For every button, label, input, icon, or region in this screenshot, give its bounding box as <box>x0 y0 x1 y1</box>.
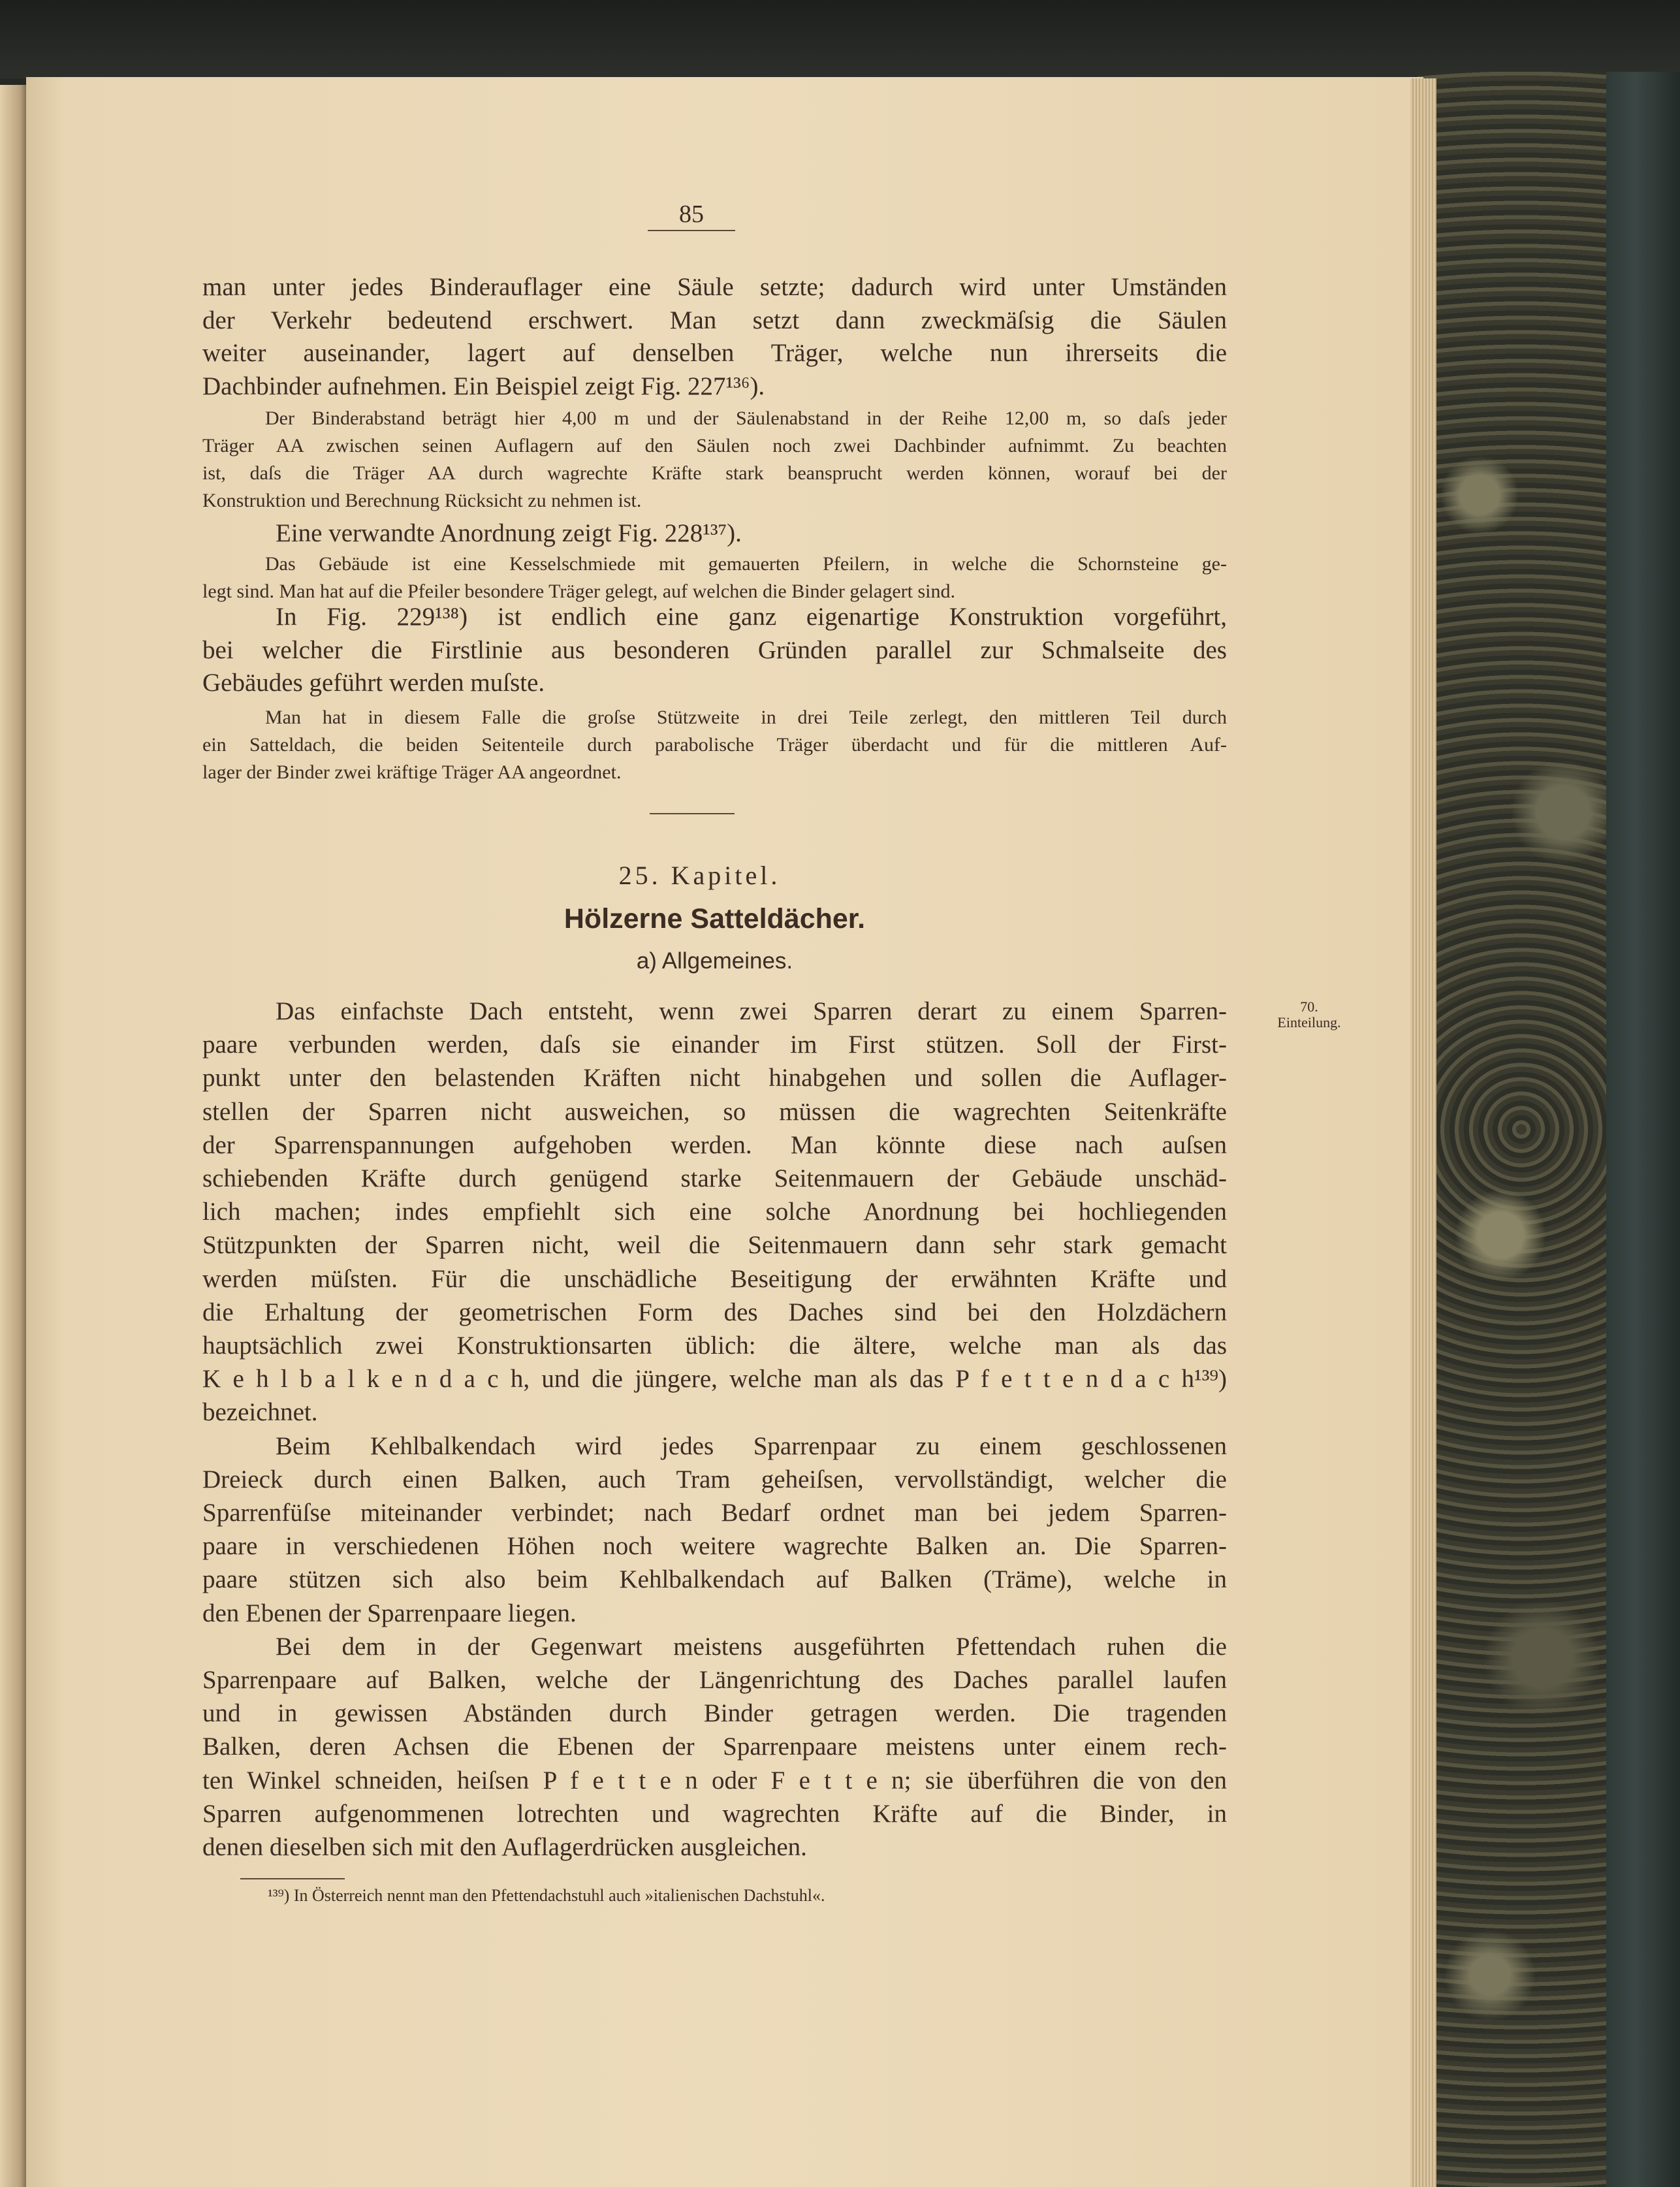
text-line: ten Winkel schneiden, heiſsen P f e t t e n oder F e t t e n; sie überführen die von den <box>202 1766 1227 1795</box>
text-line: hauptsächlich zwei Konstruktionsarten üblich: die ältere, welche man als das <box>202 1332 1227 1360</box>
text-line: Beim Kehlbalkendach wird jedes Sparrenpaar zu einem geschlossenen <box>276 1431 1227 1460</box>
text-line: bei welcher die Firstlinie aus besonderen Gründen parallel zur Schmalseite des <box>202 635 1227 664</box>
text-line: die Erhaltung der geometrischen Form des Daches sind bei den Holzdächern <box>202 1298 1227 1326</box>
text-line: ist, daſs die Träger AA durch wagrechte Kräfte stark beansprucht werden können, worauf bei der <box>202 462 1227 484</box>
text-line: Balken, deren Achsen die Ebenen der Sparrenpaare meistens unter einem rech- <box>202 1732 1227 1761</box>
text-line: und in gewissen Abständen durch Binder getragen werden. Die tragenden <box>202 1699 1227 1728</box>
text-line: Stützpunkten der Sparren nicht, weil die Seitenmauern dann sehr stark gemacht <box>202 1231 1227 1260</box>
marbled-book-edge <box>1417 72 1626 2187</box>
subsection-heading: a) Allgemeines. <box>636 948 793 974</box>
section-divider <box>650 813 735 814</box>
chapter-number <box>0 860 1680 891</box>
text-line: der Verkehr bedeutend erschwert. Man setzt dann zweckmäſsig die Säulen <box>202 306 1227 334</box>
page-stack-edge <box>1410 78 1436 2187</box>
text-line: K e h l b a l k e n d a c h, und die jüngere, welche man als das P f e t t e n d a c h¹³⁹) <box>202 1365 1227 1394</box>
text-line: den Ebenen der Sparrenpaare liegen. <box>202 1599 577 1627</box>
text-line: paare verbunden werden, daſs sie einander im First stützen. Soll der First- <box>202 1030 1227 1059</box>
chapter-title: Hölzerne Satteldächer. <box>563 903 866 934</box>
text-line: weiter auseinander, lagert auf denselben Träger, welche nun ihrerseits die <box>202 339 1227 367</box>
text-line: Man hat in diesem Falle die groſse Stützweite in drei Teile zerlegt, den mittleren Teil durch <box>265 707 1227 728</box>
book-cover-edge <box>1606 72 1680 2187</box>
small-print-note <box>202 704 1227 786</box>
small-print-note <box>202 551 1227 605</box>
text-line: Dreieck durch einen Balken, auch Tram geheiſsen, vervollständigt, welcher die <box>202 1465 1227 1493</box>
scan-background <box>0 0 1680 78</box>
text-line: Dachbinder aufnehmen. Ein Beispiel zeigt Fig. 227¹³⁶). <box>202 372 765 400</box>
paragraph <box>202 517 1227 551</box>
text-line: Bei dem in der Gegenwart meistens ausgeführten Pfettendach ruhen die <box>276 1632 1227 1661</box>
text-line: man unter jedes Binderauflager eine Säule setzte; dadurch wird unter Umständen <box>202 273 1227 301</box>
text-line: In Fig. 229¹³⁸) ist endlich eine ganz eigenartige Konstruktion vorgeführt, <box>276 603 1227 631</box>
chapter-label: 25. Kapitel. <box>618 861 781 890</box>
text-line: schiebenden Kräfte durch genügend starke Seitenmauern der Gebäude unschäd- <box>202 1164 1227 1193</box>
text-line: Das Gebäude ist eine Kesselschmiede mit gemauerten Pfeilern, in welche die Schornsteine ge- <box>265 553 1227 575</box>
margin-note <box>1244 999 1374 1030</box>
text-line: Sparrenfüſse miteinander verbindet; nach Bedarf ordnet man bei jedem Sparren- <box>202 1499 1227 1527</box>
text-line: bezeichnet. <box>202 1398 318 1427</box>
paragraph <box>202 601 1227 700</box>
paragraph <box>202 271 1227 403</box>
text-line: Konstruktion und Berechnung Rücksicht zu nehmen ist. <box>202 490 642 511</box>
text-line: Der Binderabstand beträgt hier 4,00 m und der Säulenabstand in der Reihe 12,00 m, so daſs jeder <box>265 407 1227 429</box>
text-line: werden müſsten. Für die unschädliche Beseitigung der erwähnten Kräfte und <box>202 1264 1227 1293</box>
page-number-rule <box>648 230 735 231</box>
text-line: lich machen; indes empfiehlt sich eine solche Anordnung bei hochliegenden <box>202 1198 1227 1226</box>
text-line: stellen der Sparren nicht ausweichen, so müssen die wagrechten Seitenkräfte <box>202 1097 1227 1126</box>
text-line: Sparrenpaare auf Balken, welche der Längenrichtung des Daches parallel laufen <box>202 1666 1227 1695</box>
text-line: legt sind. Man hat auf die Pfeiler besondere Träger gelegt, auf welchen die Binder gelagert sind. <box>202 581 955 602</box>
text-line: der Sparrenspannungen aufgehoben werden. Man könnte diese nach auſsen <box>202 1130 1227 1159</box>
margin-note-number: 70. <box>1300 998 1318 1015</box>
text-line: ein Satteldach, die beiden Seitenteile durch parabolische Träger überdacht und für die mittleren Auf- <box>202 734 1227 756</box>
small-print-note <box>202 405 1227 515</box>
left-page-edge <box>0 85 29 2187</box>
text-line: Sparren aufgenommenen lotrechten und wagrechten Kräfte auf die Binder, in <box>202 1799 1227 1828</box>
page-number: 85 <box>679 200 704 228</box>
text-line: paare in verschiedenen Höhen noch weitere wagrechte Balken an. Die Sparren- <box>202 1532 1227 1561</box>
text-line: Gebäudes geführt werden muſste. <box>202 669 545 697</box>
text-line: lager der Binder zwei kräftige Träger AA angeordnet. <box>202 761 622 783</box>
text-line: Das einfachste Dach entsteht, wenn zwei Sparren derart zu einem Sparren- <box>276 997 1227 1025</box>
body-text <box>202 995 1227 1864</box>
text-line: Eine verwandte Anordnung zeigt Fig. 228¹³⁷). <box>276 519 742 547</box>
text-line: punkt unter den belastenden Kräften nicht hinabgehen und sollen die Auflager- <box>202 1064 1227 1093</box>
text-line: Träger AA zwischen seinen Auflagern auf den Säulen noch zwei Dachbinder aufnimmt. Zu beachten <box>202 435 1227 456</box>
text-line: denen dieselben sich mit den Auflagerdrücken ausgleichen. <box>202 1833 807 1862</box>
footnote-rule <box>240 1878 345 1879</box>
text-line: paare stützen sich also beim Kehlbalkendach auf Balken (Träme), welche in <box>202 1565 1227 1594</box>
footnote: ¹³⁹) In Österreich nennt man den Pfettendachstuhl auch »italienischen Dachstuhl«. <box>268 1886 825 1905</box>
margin-note-label: Einteilung. <box>1277 1014 1341 1030</box>
